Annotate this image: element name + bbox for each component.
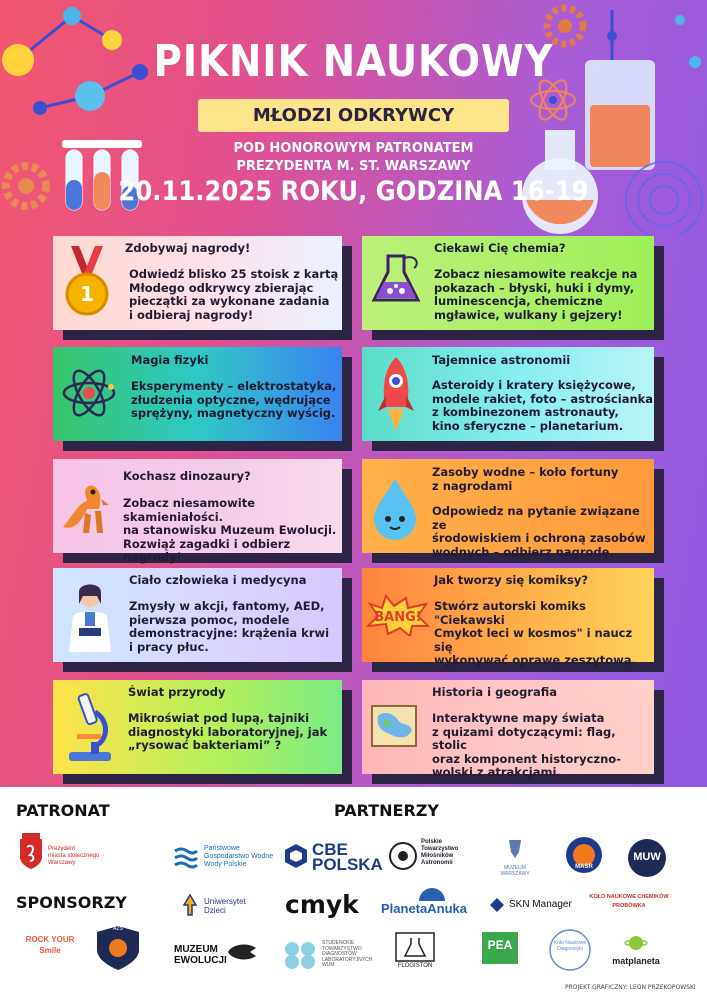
medal-icon — [63, 246, 111, 318]
card-title: Zdobywaj nagrody! — [125, 241, 251, 255]
partner-logo: SKN Manager — [509, 899, 572, 910]
comic-word: BANG! — [374, 610, 422, 625]
matplaneta-icon — [624, 933, 648, 953]
partner-logo: PlanetaAnuka — [381, 901, 467, 916]
card-title: Ciało człowieka i medycyna — [129, 573, 307, 587]
skn-manager-icon — [489, 897, 505, 913]
patronage-line-1: POD HONOROWYM PATRONATEM — [233, 141, 474, 156]
sponsor-logo: AZS — [113, 926, 123, 932]
patronat-heading: PATRONAT — [16, 801, 110, 820]
card-human-body — [53, 568, 342, 662]
card-comics — [362, 568, 654, 667]
partner-logo: Państwowe Gospodarstwo Wodne Wody Polskie — [204, 845, 274, 868]
atom-icon — [61, 365, 117, 421]
wody-polskie-logo-icon — [173, 843, 199, 869]
card-chemistry — [362, 236, 654, 330]
flogiston-icon — [395, 932, 435, 962]
rocket-icon — [376, 355, 416, 433]
partner-logo: FLOGISTON — [397, 963, 433, 969]
chemistry-flask-icon — [370, 250, 422, 310]
partner-logo: PEA — [487, 938, 513, 952]
partner-logo: KOŁO NAUKOWE CHEMIKÓW PROBÓWKA — [589, 894, 669, 909]
dinosaur-icon — [57, 475, 121, 541]
card-body: Zobacz niesamowite skamieniałości. na stanowisku Muzeum Ewolucji. Rozwiąż zagadki i odbierz nagrody! — [123, 496, 337, 564]
card-body: Interaktywne mapy świata z quizami dotyczącymi: flag, stolic oraz komponent historyczno- wolski z atrakcjami. — [432, 711, 621, 779]
dinosaur-skull-icon — [226, 942, 258, 962]
card-title: Kochasz dinozaury? — [123, 469, 251, 483]
event-date: 20.11.2025 ROKU, GODZINA 16-19 — [118, 176, 589, 207]
card-nature — [53, 680, 342, 774]
sponsorzy-heading: SPONSORZY — [16, 893, 127, 912]
card-body: Eksperymenty – elektrostatyka, złudzenia optyczne, wędrujące sprężyny, magnetyczny wyścig. — [131, 379, 337, 420]
stdl-logo-icon — [283, 940, 319, 970]
card-astronomy — [362, 347, 654, 441]
partner-logo: MUW — [633, 851, 661, 863]
warsaw-crest-icon — [18, 833, 44, 869]
card-title: Magia fizyki — [131, 353, 209, 367]
card-body: Odwiedź blisko 25 stoisk z kartą Młodego odkrywcy zbierając pieczątki za wykonane zadania i odbieraj nagrody! — [129, 267, 339, 322]
card-title: Jak tworzy się komiksy? — [434, 573, 588, 587]
card-title: Zasoby wodne – koło fortuny z nagrodami — [432, 465, 619, 493]
patronage-text — [0, 140, 707, 176]
uniwersytet-dzieci-icon — [178, 893, 202, 919]
microscope-icon — [65, 690, 115, 764]
comic-bang-icon — [366, 594, 430, 636]
partnerzy-heading: PARTNERZY — [334, 801, 439, 820]
card-dinosaurs — [53, 459, 342, 564]
cbe-logo-icon — [283, 842, 309, 870]
partner-logo: CBE POLSKA — [312, 840, 383, 874]
card-body: Stwórz autorski komiks "Ciekawski Cmykot leci w kosmos" i naucz się wykonywać oprawę zeszytową. — [434, 599, 636, 667]
card-history-geography — [362, 680, 654, 779]
poster-title: PIKNIK NAUKOWY — [153, 36, 554, 87]
partner-logo: MUZEUM WARSZAWY — [500, 865, 530, 877]
patron-logo-text: Prezydent miasta stołecznego Warszawy — [48, 846, 100, 866]
map-icon — [370, 702, 418, 750]
card-water — [362, 459, 654, 559]
sponsor-logo: ROCK YOUR Smile — [25, 935, 75, 955]
card-title: Świat przyrody — [128, 685, 226, 699]
partner-logo: MUZEUM EWOLUCJI — [174, 944, 227, 966]
partner-logo: Koło Naukowe Diagnostyki — [553, 940, 587, 952]
card-title: Ciekawi Cię chemia? — [434, 241, 566, 255]
card-title: Historia i geografia — [432, 685, 558, 699]
muzeum-warszawy-icon — [505, 838, 525, 860]
water-drop-icon — [370, 477, 420, 541]
card-body: Odpowiedz na pytanie związane ze środowiskiem i ochroną zasobów wodnych – odbierz nagrodę. — [432, 504, 646, 559]
partner-logo: cmyk — [285, 890, 359, 919]
card-title: Tajemnice astronomii — [432, 353, 571, 367]
doctor-icon — [65, 582, 115, 654]
card-body: Mikroświat pod lupą, tajniki diagnostyki laboratoryjnej, jak „rysować bakteriami” ? — [128, 711, 328, 752]
poster-subtitle: MŁODZI ODKRYWCY — [198, 99, 509, 132]
card-body: Zmysły w akcji, fantomy, AED, pierwsza pomoc, modele demonstracyjne: krążenia krwi i pracy płuc. — [129, 599, 330, 654]
partner-logo: Uniwersytet Dzieci — [204, 897, 246, 915]
patronage-line-2: PREZYDENTA M. ST. WARSZAWY — [236, 159, 471, 174]
partner-logo: matplaneta — [612, 956, 660, 966]
design-credit: PROJEKT GRAFICZNY: LEON PRZEKOPOWSKI — [565, 984, 696, 991]
partner-logo: STUDENCKIE TOWARZYSTWO DIAGNOSTÓW LABORATORYJNYCH WUM — [322, 940, 373, 968]
ptma-logo-icon — [388, 839, 418, 873]
card-body: Asteroidy i kratery księżycowe, modele rakiet, foto – astrościanka z kombinezonem astronauty, kino sferyczne – planetarium. — [432, 378, 654, 433]
partner-logo: MASR — [575, 864, 593, 870]
card-body: Zobacz niesamowite reakcje na pokazach – błyski, huki i dymy, luminescencja, chemiczne mgławice, wulkany i gejzery! — [434, 267, 638, 322]
partner-logo: Polskie Towarzystwo Miłośników Astronomii — [421, 839, 459, 866]
planeta-anuka-icon — [417, 887, 447, 901]
card-prizes — [53, 236, 342, 330]
medal-number: 1 — [80, 282, 94, 306]
card-physics — [53, 347, 342, 441]
